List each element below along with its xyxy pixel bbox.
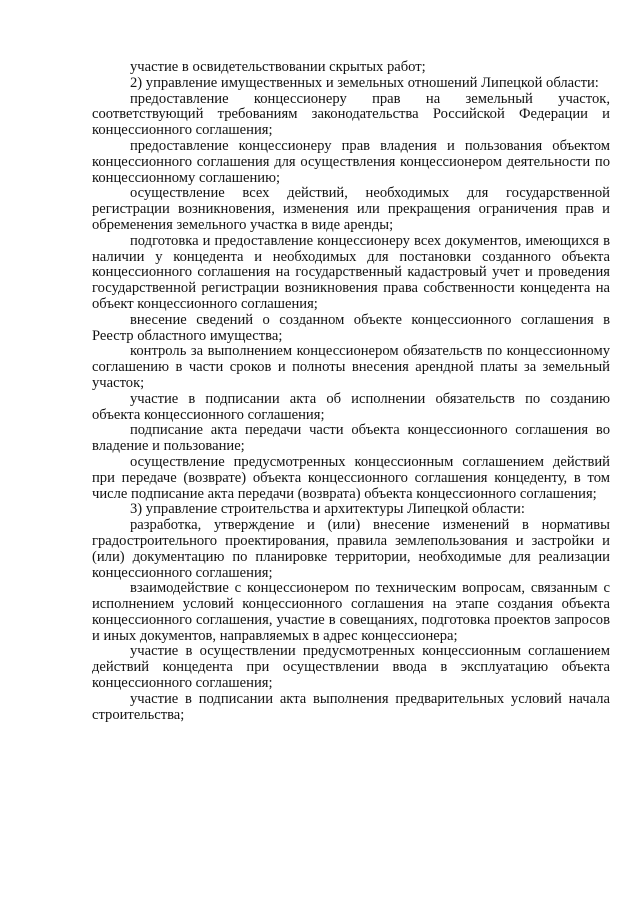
paragraph: осуществление предусмотренных концессионным соглашением действий при передаче (возврате) объекта концессионного соглашения концеденту, в том числе подписание акта передачи (возврата) объекта концессионного соглашения; [92, 453, 610, 502]
section-heading: 2) управление имущественных и земельных отношений Липецкой области: [130, 74, 599, 91]
paragraph: контроль за выполнением концессионером обязательств по концессионному соглашению в части сроков и полноты внесения арендной платы за земельный участок; [92, 343, 610, 391]
paragraph: участие в осуществлении предусмотренных концессионным соглашением действий концедента при осуществлении ввода в эксплуатацию объекта концессионного соглашения; [92, 643, 610, 692]
paragraph: предоставление концессионеру прав на земельный участок, соответствующий требованиям законодательства Российской Федерации и концессионного соглашения; [92, 90, 610, 139]
section-heading: 3) управление строительства и архитектуры Липецкой области: [130, 501, 525, 518]
paragraph: осуществление всех действий, необходимых для государственной регистрации возникновения, изменения или прекращения ограничения прав и обременения земельного участка в виде аренды; [92, 185, 610, 233]
paragraph: предоставление концессионеру прав владения и пользования объектом концессионного соглашения для осуществления концессионером деятельности по концессионному соглашению; [92, 137, 610, 186]
paragraph: подготовка и предоставление концессионеру всех документов, имеющихся в наличии у концедента и необходимых для постановки созданного объекта концессионного соглашения на государственный кадастровый учет и проведения государственной регистрации возникновения права собственности концедента на объект концессионного соглашения; [92, 232, 610, 312]
document-page [92, 60, 610, 723]
paragraph: участие в подписании акта об исполнении обязательств по созданию объекта концессионного соглашения; [92, 390, 610, 423]
paragraph: подписание акта передачи части объекта концессионного соглашения во владение и пользование; [92, 422, 610, 455]
paragraph: участие в освидетельствовании скрытых работ; [130, 59, 426, 75]
paragraph: участие в подписании акта выполнения предварительных условий начала строительства; [92, 690, 610, 723]
paragraph: разработка, утверждение и (или) внесение изменений в нормативы градостроительного проектирования, правила землепользования и застройки и (или) документацию по планировке территории, необходимые для реализации концессионного соглашения; [92, 517, 610, 581]
paragraph: внесение сведений о созданном объекте концессионного соглашения в Реестр областного имущества; [92, 311, 610, 344]
paragraph: взаимодействие с концессионером по техническим вопросам, связанным с исполнением условий концессионного соглашения на этапе создания объекта концессионного соглашения, участие в совещаниях, подготовка проектов запросов и иных документов, направляемых в адрес концессионера; [92, 580, 610, 644]
